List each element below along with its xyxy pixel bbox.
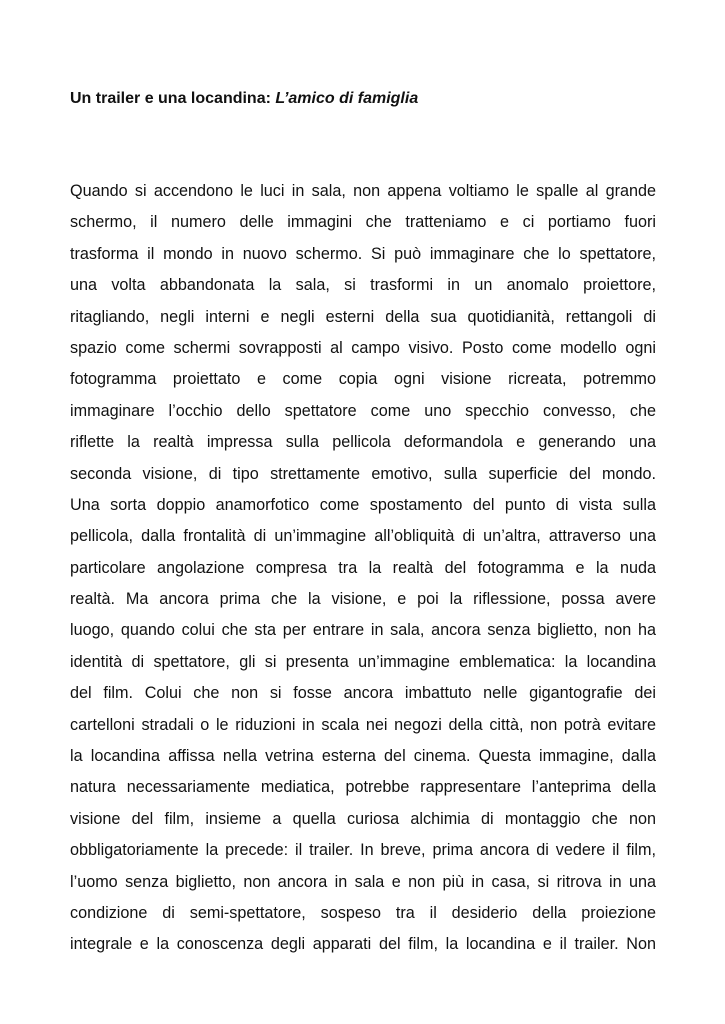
text-line: la locandina affissa nella vetrina esterna del cinema. Questa immagine, dalla [70, 747, 656, 766]
text-line: una volta abbandonata la sala, si trasformi in un anomalo proiettore, [70, 276, 656, 295]
text-line: natura necessariamente mediatica, potrebbe rappresentare l’anteprima della [70, 778, 656, 797]
title-main: Un trailer e una locandina: [70, 90, 276, 107]
text-line: pellicola, dalla frontalità di un’immagine all’obliquità di un’altra, attraverso una [70, 527, 656, 546]
text-line: luogo, quando colui che sta per entrare in sala, ancora senza biglietto, non ha [70, 621, 656, 640]
text-line: fotogramma proiettato e come copia ogni visione ricreata, potremmo [70, 370, 656, 389]
text-line: del film. Colui che non si fosse ancora imbattuto nelle gigantografie dei [70, 684, 656, 703]
text-line: cartelloni stradali o le riduzioni in scala nei negozi della città, non potrà evitare [70, 715, 656, 734]
text-line: particolare angolazione compresa tra la realtà del fotogramma e la nuda [70, 558, 656, 577]
text-line: obbligatoriamente la precede: il trailer. In breve, prima ancora di vedere il film, [70, 841, 656, 860]
text-line: integrale e la conoscenza degli apparati del film, la locandina e il trailer. Non [70, 935, 656, 954]
document-page [70, 0, 656, 1024]
text-line: immaginare l’occhio dello spettatore come uno specchio convesso, che [70, 401, 656, 420]
text-line: riflette la realtà impressa sulla pellicola deformandola e generando una [70, 433, 656, 452]
text-line: condizione di semi-spettatore, sospeso tra il desiderio della proiezione [70, 903, 656, 922]
document-title [70, 88, 418, 110]
text-line: identità di spettatore, gli si presenta un’immagine emblematica: la locandina [70, 652, 656, 671]
text-line: Una sorta doppio anamorfotico come spostamento del punto di vista sulla [70, 495, 656, 514]
text-line: trasforma il mondo in nuovo schermo. Si può immaginare che lo spettatore, [70, 244, 656, 263]
text-line: Quando si accendono le luci in sala, non appena voltiamo le spalle al grande [70, 182, 656, 200]
text-line: spazio come schermi sovrapposti al campo visivo. Posto come modello ogni [70, 338, 656, 357]
text-line: realtà. Ma ancora prima che la visione, e poi la riflessione, possa avere [70, 590, 656, 609]
text-line: seconda visione, di tipo strettamente emotivo, sulla superficie del mondo. [70, 464, 656, 483]
text-line: visione del film, insieme a quella curiosa alchimia di montaggio che non [70, 809, 656, 828]
text-line: l’uomo senza biglietto, non ancora in sala e non più in casa, si ritrova in una [70, 872, 656, 891]
text-line: ritagliando, negli interni e negli esterni della sua quotidianità, rettangoli di [70, 307, 656, 326]
text-line: schermo, il numero delle immagini che tratteniamo e ci portiamo fuori [70, 213, 656, 232]
title-film-name: L’amico di famiglia [275, 90, 419, 107]
body-paragraph [70, 176, 656, 961]
